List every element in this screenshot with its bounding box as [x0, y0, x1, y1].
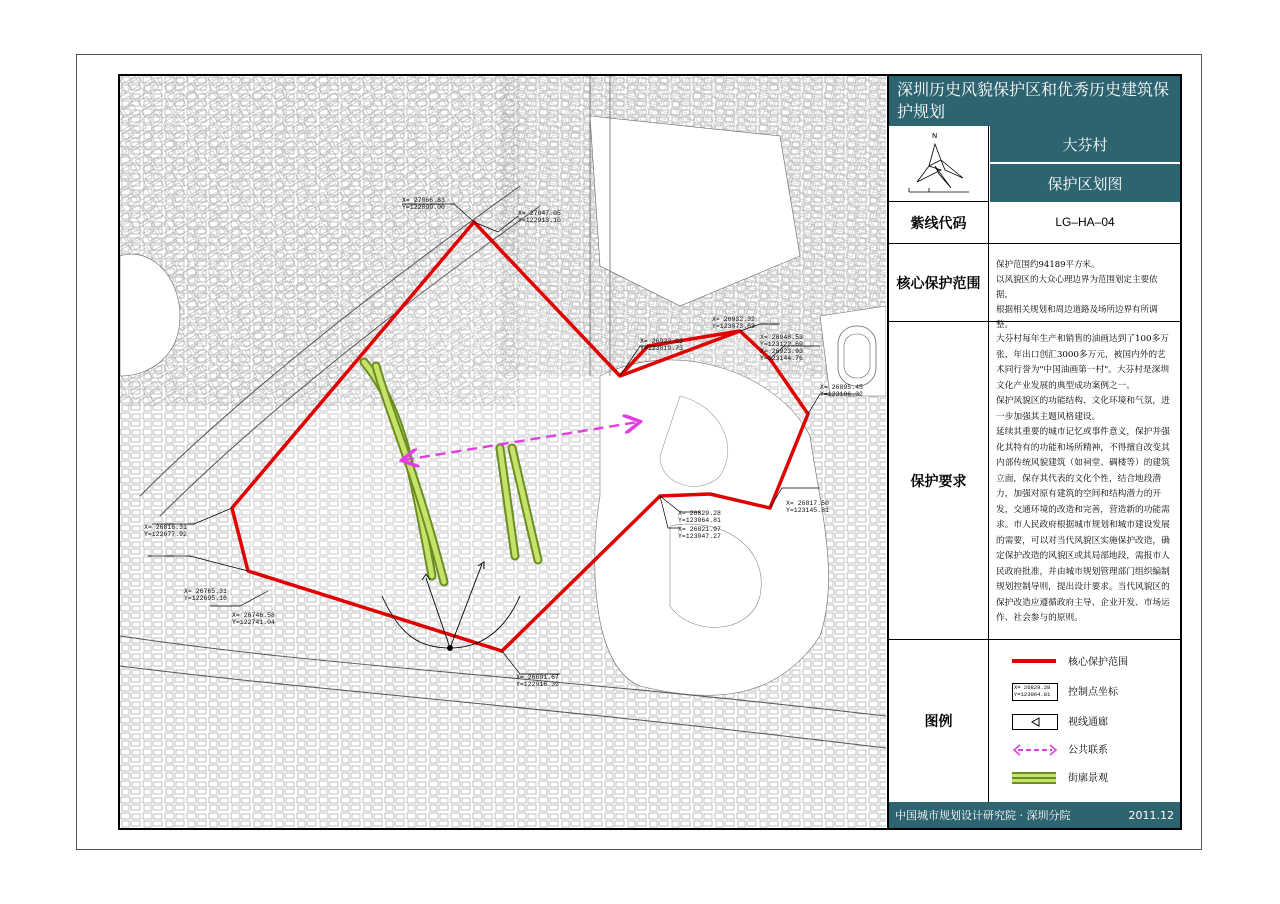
legend-item-street [1012, 768, 1108, 788]
code-row [889, 202, 1180, 244]
requirements-paragraph: 保护风貌区的功能结构、文化环境和气氛，进一步加强其主题风格建设。 [996, 396, 1170, 422]
area-name: 大芬村 [990, 126, 1180, 163]
coord-label: X= 26821.97 Y=123047.27 [678, 526, 721, 540]
coord-label: X= 26765.31 Y=122695.16 [184, 588, 227, 602]
coord-label: X= 26923.93 Y=123144.76 [760, 348, 803, 362]
legend-row [889, 640, 1180, 802]
coord-label: X= 27047.05 Y=122913.10 [518, 210, 561, 224]
footer-bar [889, 802, 1180, 828]
coord-label: X= 26816.31 Y=122677.92 [144, 524, 187, 538]
legend-item-boundary [1012, 652, 1128, 672]
coord-label: X= 26895.45 Y=123186.32 [820, 384, 863, 398]
legend-item-public-link [1012, 740, 1108, 760]
coord-label: X= 26948.53 Y=123122.69 [760, 334, 803, 348]
coord-label: X= 26932.32 Y=123073.63 [712, 316, 755, 330]
coord-label: X= 26829.28 Y=123064.81 [678, 510, 721, 524]
cadastral-map [120, 76, 886, 828]
code-value: LG–HA–04 [1055, 215, 1115, 229]
north-arrow-logo-icon [889, 126, 987, 200]
coord-label: X= 26817.50 Y=123145.81 [786, 500, 829, 514]
legend-text: 街廓景观 [1068, 772, 1108, 784]
core-text-line: 以风貌区的大众心理边界为范围划定主要依据， [996, 275, 1158, 300]
green-street-icon [1012, 770, 1058, 786]
legend-label: 图例 [889, 640, 989, 802]
drawing-name: 保护区划图 [990, 164, 1180, 202]
logo-cell [889, 126, 989, 202]
core-text-line: 根据相关规划和周边道路及场所边界有所调整。 [996, 305, 1158, 330]
legend-text: 视线通廊 [1068, 716, 1108, 728]
coord-label: X= 26923.93 Y=123019.73 [640, 338, 683, 352]
title-block-panel [887, 76, 1180, 828]
sightline-icon [1012, 714, 1058, 730]
core-row [889, 244, 1180, 330]
coord-label: X= 26746.58 Y=122741.04 [232, 612, 275, 626]
dashed-arrow-icon [1012, 742, 1058, 758]
red-boundary-line-icon [1012, 654, 1058, 670]
map-canvas[interactable] [120, 76, 886, 828]
core-text-line: 保护范围约94189平方米。 [996, 260, 1100, 270]
requirements-paragraph: 延续其重要的城市记忆或事件意义，保护并强化其特有的功能和场所精神，不得擅自改变其内部传统风貌建筑（如祠堂、碉楼等）的建筑立面，保存其代表的文化个性，结合地段潜力，加强对原有建筑的空间和结构潜力的开发，交通环境的改造和完善，营造新的功能需求。市人民政府根据城市规划和城市建设发展的需要，可以对当代风貌区实施保护改造，确定保护改造的风貌区或其局部地段，需报市人民政府批准，并由城市规划管理部门组织编制规划控制导则，提出设计要求。当代风貌区的保护改造应遵循政府主导、企业开发、市场运作、社会参与的原则。 [996, 427, 1170, 623]
requirements-paragraph: 大芬村每年生产和销售的油画达到了100多万张，年出口创汇3000多万元，被国内外的艺术同行誉为"中国油画第一村"。大芬村是深圳文化产业发展的典型成功案例之一。 [996, 334, 1170, 391]
code-label: 紫线代码 [889, 202, 989, 243]
compass-label: N [932, 132, 938, 140]
project-title: 深圳历史风貌保护区和优秀历史建筑保护规划 [889, 76, 1180, 126]
coord-label: X= 26691.67 Y=122916.39 [516, 674, 559, 688]
footer-org: 中国城市规划设计研究院 · 深圳分院 [895, 809, 1071, 822]
legend-text: 公共联系 [1068, 744, 1108, 756]
core-label: 核心保护范围 [889, 244, 989, 321]
legend-text: 核心保护范围 [1068, 656, 1128, 668]
legend-text: 控制点坐标 [1068, 686, 1118, 698]
requirements-label: 保护要求 [889, 322, 989, 639]
legend-item-sightline [1012, 712, 1108, 732]
coordinate-box-icon [1012, 683, 1058, 701]
coordinate-sample: X= 26829.28 Y=123064.81 [1014, 684, 1051, 698]
requirements-row [889, 322, 1180, 640]
coord-label: X= 27066.83 Y=122899.00 [402, 197, 445, 211]
footer-date: 2011.12 [1128, 808, 1174, 822]
legend-item-coordinate [1012, 682, 1118, 702]
